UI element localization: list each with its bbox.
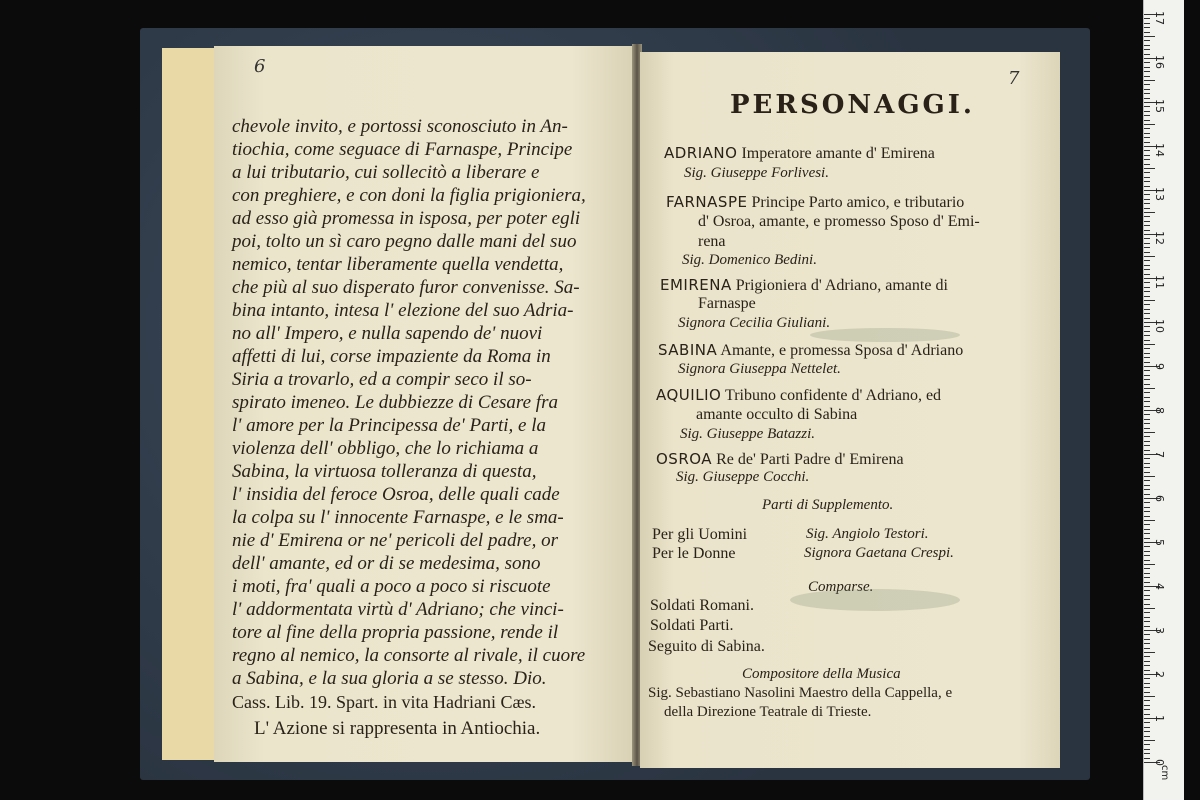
character-entry xyxy=(656,450,904,469)
ruler-tick xyxy=(1144,309,1150,310)
right-page-number: 7 xyxy=(1008,68,1020,89)
ruler-tick xyxy=(1144,458,1150,459)
ruler-label: 17 xyxy=(1153,11,1166,25)
ruler-label: 14 xyxy=(1153,143,1166,157)
ruler-tick xyxy=(1144,612,1150,613)
ruler-tick xyxy=(1144,621,1150,622)
ruler-tick xyxy=(1144,648,1150,649)
ruler-tick xyxy=(1144,560,1150,561)
text-line: Cass. Lib. 19. Spart. in vita Hadriani Cæs. xyxy=(232,692,536,712)
supplement-role: Per le Donne xyxy=(652,545,736,562)
ruler-tick xyxy=(1144,225,1150,226)
supplement-performer: Signora Gaetana Crespi. xyxy=(804,545,954,561)
ruler-unit: cm xyxy=(1159,765,1170,781)
ruler-tick xyxy=(1144,736,1150,737)
text-line: a lui tributario, cui sollecitò a liberare e xyxy=(232,162,540,183)
ruler-tick xyxy=(1144,18,1150,19)
ruler-tick xyxy=(1144,476,1155,477)
text-line: nemico, tentar liberamente quella vendetta, xyxy=(232,254,564,275)
ruler-tick xyxy=(1144,32,1150,33)
ruler-tick xyxy=(1144,727,1150,728)
ruler-tick xyxy=(1144,384,1150,385)
ruler-tick xyxy=(1144,414,1150,415)
ruler-tick xyxy=(1144,744,1150,745)
ruler-label: 15 xyxy=(1153,99,1166,113)
ruler-tick xyxy=(1144,564,1155,565)
text-line: spirato imeneo. Le dubbiezze di Cesare fra xyxy=(232,392,558,413)
text-line: no all' Impero, e nulla sapendo de' nuovi xyxy=(232,323,543,344)
character-description: Principe Parto amico, e tributario xyxy=(751,194,965,211)
ruler-label: 3 xyxy=(1153,627,1166,634)
ruler-tick xyxy=(1144,203,1150,204)
ruler-tick xyxy=(1144,106,1150,107)
ruler-tick xyxy=(1144,599,1150,600)
measurement-ruler xyxy=(1143,0,1184,800)
ruler-tick xyxy=(1144,432,1155,433)
ruler-tick xyxy=(1144,551,1150,552)
ruler-label: 13 xyxy=(1153,187,1166,201)
ruler-tick xyxy=(1144,159,1150,160)
ruler-tick xyxy=(1144,230,1150,231)
performer: Sig. Giuseppe Batazzi. xyxy=(680,426,815,442)
character-name: SABINA xyxy=(658,341,718,359)
ruler-tick xyxy=(1144,247,1150,248)
ruler-tick xyxy=(1144,683,1150,684)
ruler-tick xyxy=(1144,296,1150,297)
ruler-tick xyxy=(1144,274,1150,275)
left-page-number: 6 xyxy=(254,56,266,77)
left-page-footer: L' Azione si rappresenta in Antiochia. xyxy=(254,718,541,739)
performer: Sig. Giuseppe Forlivesi. xyxy=(684,165,829,181)
ruler-tick xyxy=(1144,450,1150,451)
ruler-tick xyxy=(1144,463,1150,464)
ruler-tick xyxy=(1144,423,1150,424)
ruler-tick xyxy=(1144,357,1150,358)
ruler-tick xyxy=(1144,494,1150,495)
ruler-tick xyxy=(1144,287,1150,288)
text-line: bina intanto, intesa l' elezione del suo Adria- xyxy=(232,300,574,321)
ruler-tick xyxy=(1144,76,1150,77)
ruler-tick xyxy=(1144,397,1150,398)
right-page xyxy=(640,52,1060,768)
ruler-tick xyxy=(1144,749,1150,750)
text-line: l' addormentata virtù d' Adriano; che vinci- xyxy=(232,599,564,620)
text-line: Sabina, la virtuosa tolleranza di questa, xyxy=(232,461,537,482)
text-line: a Sabina, e la sua gloria a se stesso. Dio. xyxy=(232,668,547,689)
ruler-tick xyxy=(1144,379,1150,380)
paper-stain xyxy=(790,589,960,611)
comparse-item: Soldati Parti. xyxy=(650,617,734,634)
ruler-tick xyxy=(1144,705,1150,706)
ruler-tick xyxy=(1144,260,1150,261)
ruler-tick xyxy=(1144,678,1150,679)
ruler-tick xyxy=(1144,604,1150,605)
ruler-tick xyxy=(1144,98,1150,99)
ruler-tick xyxy=(1144,595,1150,596)
ruler-tick xyxy=(1144,36,1155,37)
ruler-tick xyxy=(1144,406,1150,407)
ruler-tick xyxy=(1144,692,1150,693)
ruler-tick xyxy=(1144,419,1150,420)
ruler-tick xyxy=(1144,524,1150,525)
ruler-tick xyxy=(1144,546,1150,547)
ruler-tick xyxy=(1144,529,1150,530)
ruler-tick xyxy=(1144,221,1150,222)
ruler-label: 16 xyxy=(1153,55,1166,69)
ruler-tick xyxy=(1144,555,1150,556)
ruler-tick xyxy=(1144,45,1150,46)
ruler-tick xyxy=(1144,164,1150,165)
ruler-tick xyxy=(1144,186,1150,187)
text-line: l' amore per la Principessa de' Parti, e la xyxy=(232,415,547,436)
ruler-tick xyxy=(1144,362,1150,363)
character-entry xyxy=(664,144,935,163)
ruler-tick xyxy=(1144,568,1150,569)
composer-heading: Compositore della Musica xyxy=(742,666,901,682)
supplement-heading: Parti di Supplemento. xyxy=(762,497,894,513)
ruler-tick xyxy=(1144,71,1150,72)
ruler-tick xyxy=(1144,93,1150,94)
text-line: chevole invito, e portossi sconosciuto in An- xyxy=(232,116,568,137)
text-line: l' insidia del feroce Osroa, delle quali cade xyxy=(232,484,560,505)
ruler-tick xyxy=(1144,700,1150,701)
ruler-label: 6 xyxy=(1153,495,1166,502)
text-line: nie d' Emirena or ne' pericoli del padre, or xyxy=(232,530,558,551)
performer: Signora Giuseppa Nettelet. xyxy=(678,361,841,377)
text-line: tiochia, come seguace di Farnaspe, Principe xyxy=(232,139,573,160)
ruler-tick xyxy=(1144,155,1150,156)
ruler-tick xyxy=(1144,696,1155,697)
character-description-cont: amante occulto di Sabina xyxy=(696,406,858,423)
ruler-label: 8 xyxy=(1153,407,1166,414)
ruler-tick xyxy=(1144,62,1150,63)
ruler-tick xyxy=(1144,445,1150,446)
character-name: FARNASPE xyxy=(666,193,748,211)
ruler-tick xyxy=(1144,331,1150,332)
ruler-tick xyxy=(1144,291,1150,292)
ruler-label: 5 xyxy=(1153,539,1166,546)
text-line: regno al nemico, la consorte al rivale, il cuore xyxy=(232,645,586,666)
ruler-tick xyxy=(1144,608,1155,609)
text-line: tore al fine della propria passione, rende il xyxy=(232,622,559,643)
ruler-tick xyxy=(1144,300,1155,301)
performer: Sig. Domenico Bedini. xyxy=(682,252,817,268)
ruler-tick xyxy=(1144,582,1150,583)
ruler-tick xyxy=(1144,731,1150,732)
ruler-tick xyxy=(1144,665,1150,666)
ruler-tick xyxy=(1144,27,1150,28)
ruler-tick xyxy=(1144,740,1155,741)
ruler-tick xyxy=(1144,128,1150,129)
ruler-tick xyxy=(1144,282,1150,283)
ruler-label: 12 xyxy=(1153,231,1166,245)
ruler-tick xyxy=(1144,252,1150,253)
ruler-tick xyxy=(1144,758,1150,759)
ruler-tick xyxy=(1144,392,1150,393)
left-page xyxy=(214,46,634,762)
page-title: PERSONAGGI. xyxy=(730,90,975,120)
ruler-tick xyxy=(1144,626,1150,627)
character-description: Amante, e promessa Sposa d' Adriano xyxy=(720,342,964,359)
ruler-tick xyxy=(1144,177,1150,178)
ruler-tick xyxy=(1144,573,1150,574)
ruler-tick xyxy=(1144,168,1155,169)
character-description-cont: rena xyxy=(698,233,726,250)
ruler-tick xyxy=(1144,577,1150,578)
comparse-item: Soldati Romani. xyxy=(650,597,754,614)
ruler-tick xyxy=(1144,709,1150,710)
ruler-tick xyxy=(1144,722,1150,723)
ruler-tick xyxy=(1144,150,1150,151)
character-entry xyxy=(660,276,948,295)
ruler-label: 9 xyxy=(1153,363,1166,370)
character-name: OSROA xyxy=(656,450,713,468)
ruler-tick xyxy=(1144,472,1150,473)
character-entry xyxy=(666,193,964,212)
ruler-tick xyxy=(1144,375,1150,376)
ruler-tick xyxy=(1144,502,1150,503)
ruler-tick xyxy=(1144,348,1150,349)
character-description: Re de' Parti Padre d' Emirena xyxy=(716,451,904,468)
supplement-role: Per gli Uomini xyxy=(652,526,748,543)
ruler-tick xyxy=(1144,520,1155,521)
text-line: con preghiere, e con doni la figlia prigioniera, xyxy=(232,185,586,206)
ruler-tick xyxy=(1144,617,1150,618)
ruler-tick xyxy=(1144,89,1150,90)
ruler-tick xyxy=(1144,643,1150,644)
ruler-tick xyxy=(1144,304,1150,305)
ruler-tick xyxy=(1144,265,1150,266)
performer: Sig. Giuseppe Cocchi. xyxy=(676,469,810,485)
composer-line: della Direzione Teatrale di Trieste. xyxy=(664,704,872,720)
paper-stain xyxy=(810,328,960,342)
character-entry xyxy=(658,341,963,360)
ruler-label: 11 xyxy=(1153,275,1166,289)
ruler-tick xyxy=(1144,111,1150,112)
ruler-tick xyxy=(1144,436,1150,437)
text-line: la colpa su l' innocente Farnaspe, e le sma- xyxy=(232,507,564,528)
ruler-tick xyxy=(1144,656,1150,657)
text-line: Siria a trovarlo, ed a compir seco il so- xyxy=(232,369,532,390)
ruler-tick xyxy=(1144,753,1150,754)
text-line: che più al suo disperato furor convenisse. Sa- xyxy=(232,277,580,298)
ruler-tick xyxy=(1144,370,1150,371)
performer: Signora Cecilia Giuliani. xyxy=(678,315,831,331)
ruler-tick xyxy=(1144,714,1150,715)
ruler-label: 10 xyxy=(1153,319,1166,333)
ruler-tick xyxy=(1144,485,1150,486)
ruler-tick xyxy=(1144,238,1150,239)
ruler-tick xyxy=(1144,670,1150,671)
ruler-tick xyxy=(1144,40,1150,41)
ruler-tick xyxy=(1144,428,1150,429)
composer-line: Sig. Sebastiano Nasolini Maestro della Cappella, e xyxy=(648,685,953,701)
ruler-tick xyxy=(1144,335,1150,336)
ruler-tick xyxy=(1144,199,1150,200)
text-line: poi, tolto un sì caro pegno dalle mani del suo xyxy=(232,231,577,252)
text-line: i moti, fra' quali a poco a poco si riscuote xyxy=(232,576,551,597)
ruler-tick xyxy=(1144,54,1150,55)
text-line: affetti di lui, corse impaziente da Roma in xyxy=(232,346,551,367)
ruler-tick xyxy=(1144,49,1150,50)
ruler-label: 7 xyxy=(1153,451,1166,458)
ruler-tick xyxy=(1144,256,1155,257)
ruler-tick xyxy=(1144,80,1155,81)
ruler-tick xyxy=(1144,326,1150,327)
text-line: dell' amante, ed or di se medesima, sono xyxy=(232,553,541,574)
ruler-tick xyxy=(1144,124,1155,125)
ruler-tick xyxy=(1144,340,1150,341)
ruler-tick xyxy=(1144,639,1150,640)
ruler-tick xyxy=(1144,489,1150,490)
ruler-tick xyxy=(1144,652,1155,653)
ruler-tick xyxy=(1144,212,1155,213)
ruler-tick xyxy=(1144,401,1150,402)
character-description-cont: Farnaspe xyxy=(698,295,756,312)
character-name: EMIRENA xyxy=(660,276,732,294)
ruler-tick xyxy=(1144,634,1150,635)
ruler-tick xyxy=(1144,516,1150,517)
ruler-tick xyxy=(1144,84,1150,85)
ruler-tick xyxy=(1144,133,1150,134)
ruler-tick xyxy=(1144,467,1150,468)
ruler-tick xyxy=(1144,661,1150,662)
ruler-tick xyxy=(1144,480,1150,481)
supplement-performer: Sig. Angiolo Testori. xyxy=(806,526,929,542)
ruler-tick xyxy=(1144,313,1150,314)
ruler-label: 0 xyxy=(1153,759,1166,766)
comparse-heading: Comparse. xyxy=(808,579,874,595)
ruler-tick xyxy=(1144,216,1150,217)
character-description: Tribuno confidente d' Adriano, ed xyxy=(725,387,942,404)
ruler-tick xyxy=(1144,181,1150,182)
ruler-tick xyxy=(1144,67,1150,68)
ruler-label: 1 xyxy=(1153,715,1166,722)
ruler-tick xyxy=(1144,194,1150,195)
ruler-tick xyxy=(1144,137,1150,138)
ruler-tick xyxy=(1144,538,1150,539)
ruler-tick xyxy=(1144,507,1150,508)
comparse-item: Seguito di Sabina. xyxy=(648,638,765,655)
ruler-tick xyxy=(1144,590,1150,591)
ruler-tick xyxy=(1144,115,1150,116)
character-description: Imperatore amante d' Emirena xyxy=(741,145,935,162)
ruler-tick xyxy=(1144,687,1150,688)
character-description: Prigioniera d' Adriano, amante di xyxy=(735,277,948,294)
text-line: violenza dell' obbligo, che lo richiama a xyxy=(232,438,539,459)
text-line: ad esso già promessa in isposa, per poter egli xyxy=(232,208,581,229)
ruler-tick xyxy=(1144,243,1150,244)
ruler-label: 4 xyxy=(1153,583,1166,590)
ruler-tick xyxy=(1144,23,1150,24)
ruler-tick xyxy=(1144,511,1150,512)
ruler-tick xyxy=(1144,388,1155,389)
ruler-tick xyxy=(1144,318,1150,319)
character-description-cont: d' Osroa, amante, e promesso Sposo d' Emi- xyxy=(698,213,980,230)
ruler-tick xyxy=(1144,172,1150,173)
ruler-tick xyxy=(1144,533,1150,534)
ruler-tick xyxy=(1144,344,1155,345)
ruler-tick xyxy=(1144,353,1150,354)
ruler-tick xyxy=(1144,120,1150,121)
ruler-tick xyxy=(1144,142,1150,143)
character-name: AQUILIO xyxy=(656,386,722,404)
ruler-tick xyxy=(1144,269,1150,270)
character-entry xyxy=(656,386,941,405)
ruler-tick xyxy=(1144,441,1150,442)
character-name: ADRIANO xyxy=(664,144,738,162)
ruler-label: 2 xyxy=(1153,671,1166,678)
ruler-tick xyxy=(1144,208,1150,209)
